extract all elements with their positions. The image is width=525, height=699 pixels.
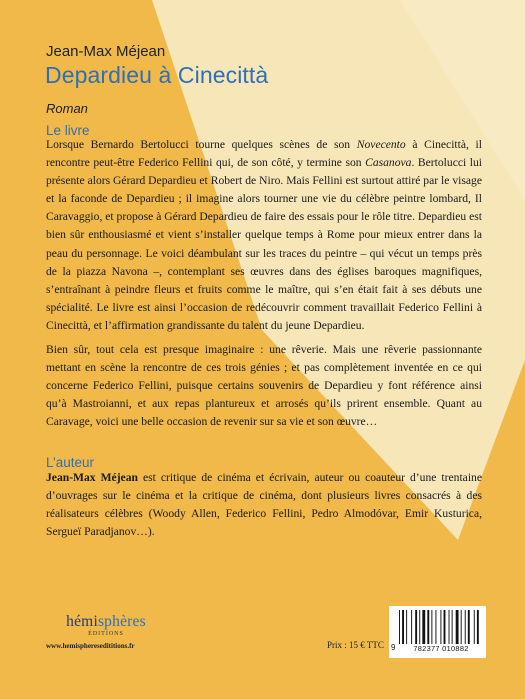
publisher-sub: ÉDITIONS xyxy=(88,631,124,637)
barcode-bar xyxy=(452,610,453,644)
price-label: Prix : 15 € TTC xyxy=(327,640,384,650)
barcode-bar xyxy=(411,610,412,644)
barcode-bar xyxy=(468,610,470,644)
barcode-digits: 782377 010882 xyxy=(399,644,483,653)
synopsis-paragraph-1: Lorsque Bernardo Bertolucci tourne quelques scènes de son Novecento à Cinecittà, il rencontre peut-être Federico Fellini qui, de son côté, y termine son Casanova. Bertolucci lui présente alors Gérard Depardieu et Robert de Niro. Mais Fellini est surtout attiré par le visage et la faconde de Depardieu ; il imagine alors tourner une vie du célèbre peintre lombard, Il Caravaggio, et propose à Gérard Depardieu de faire des essais pour le rôle titre. Depardieu est bien sûr enthousiasmé et vient s’installer quelque temps à Rome pour mieux entrer dans la peau du personnage. Le voici déambulant sur les traces du peintre – qui vécut un temps près de la piazza Navona –, contemplant ses œuvres dans des églises baroques magnifiques, s’entraînant à peindre fleurs et fruits comme le maître, qui s’en était fait à ses débuts une spécialité. Le livre est ainsi l’occasion de redécouvrir comment travaillait Federico Fellini à Cinecittà, et l’affirmation grandissante du talent du jeune Depardieu. xyxy=(46,138,482,332)
barcode-bar xyxy=(440,610,441,644)
section-heading-l-auteur: L’auteur xyxy=(46,455,95,470)
publisher-url: www.hemispheresedititions.fr xyxy=(46,642,135,650)
barcode-prefix: 9 xyxy=(391,643,396,652)
book-author: Jean-Max Méjean xyxy=(46,43,166,60)
book-genre: Roman xyxy=(46,101,88,116)
barcode-bar xyxy=(431,610,432,644)
barcode-bar xyxy=(406,610,407,644)
synopsis-paragraph-2: Bien sûr, tout cela est presque imaginaire : une rêverie. Mais une rêverie passionnante mettant en scène la rencontre de ces trois génies ; et pas complètement inventée en ce qui concerne Federico Fellini, puisque certains souvenirs de Depardieu y font référence ainsi qu’à Mastroianni, et aux repas plantureux et arrosés qu’ils prirent ensemble. Quant au Caravage, voici une belle occasion de revenir sur sa vie et son œuvre… xyxy=(46,343,482,429)
author-bio: Jean-Max Méjean est critique de cinéma et écrivain, auteur ou coauteur d’une trentaine d’ouvrages sur le cinéma et la critique de cinéma, dont plusieurs livres consacrés à des réalisateurs célèbres (Woody Allen, Federico Fellini, Pedro Almodóvar, Emir Kusturica, Sergueï Paradjanov…). xyxy=(46,471,482,539)
book-title: Depardieu à Cinecittà xyxy=(45,62,269,88)
publisher-name: hémisphères xyxy=(66,613,146,630)
barcode-bar xyxy=(465,610,466,644)
barcode-bar xyxy=(474,610,475,644)
barcode-bar xyxy=(427,610,429,644)
barcode-bar xyxy=(444,610,446,644)
barcode-bar xyxy=(419,610,420,644)
barcode-bar xyxy=(415,610,417,644)
barcode-bar xyxy=(402,610,404,644)
barcode-bar xyxy=(461,610,462,644)
barcode-bar xyxy=(435,610,436,644)
barcode-bar xyxy=(456,610,459,644)
barcode-bar xyxy=(449,610,450,644)
isbn-barcode xyxy=(389,606,486,658)
publisher-logo xyxy=(46,613,166,637)
barcode-bar xyxy=(399,610,400,644)
barcode-bar xyxy=(422,610,425,644)
section-heading-le-livre: Le livre xyxy=(46,123,90,138)
barcode-bar xyxy=(477,610,479,644)
